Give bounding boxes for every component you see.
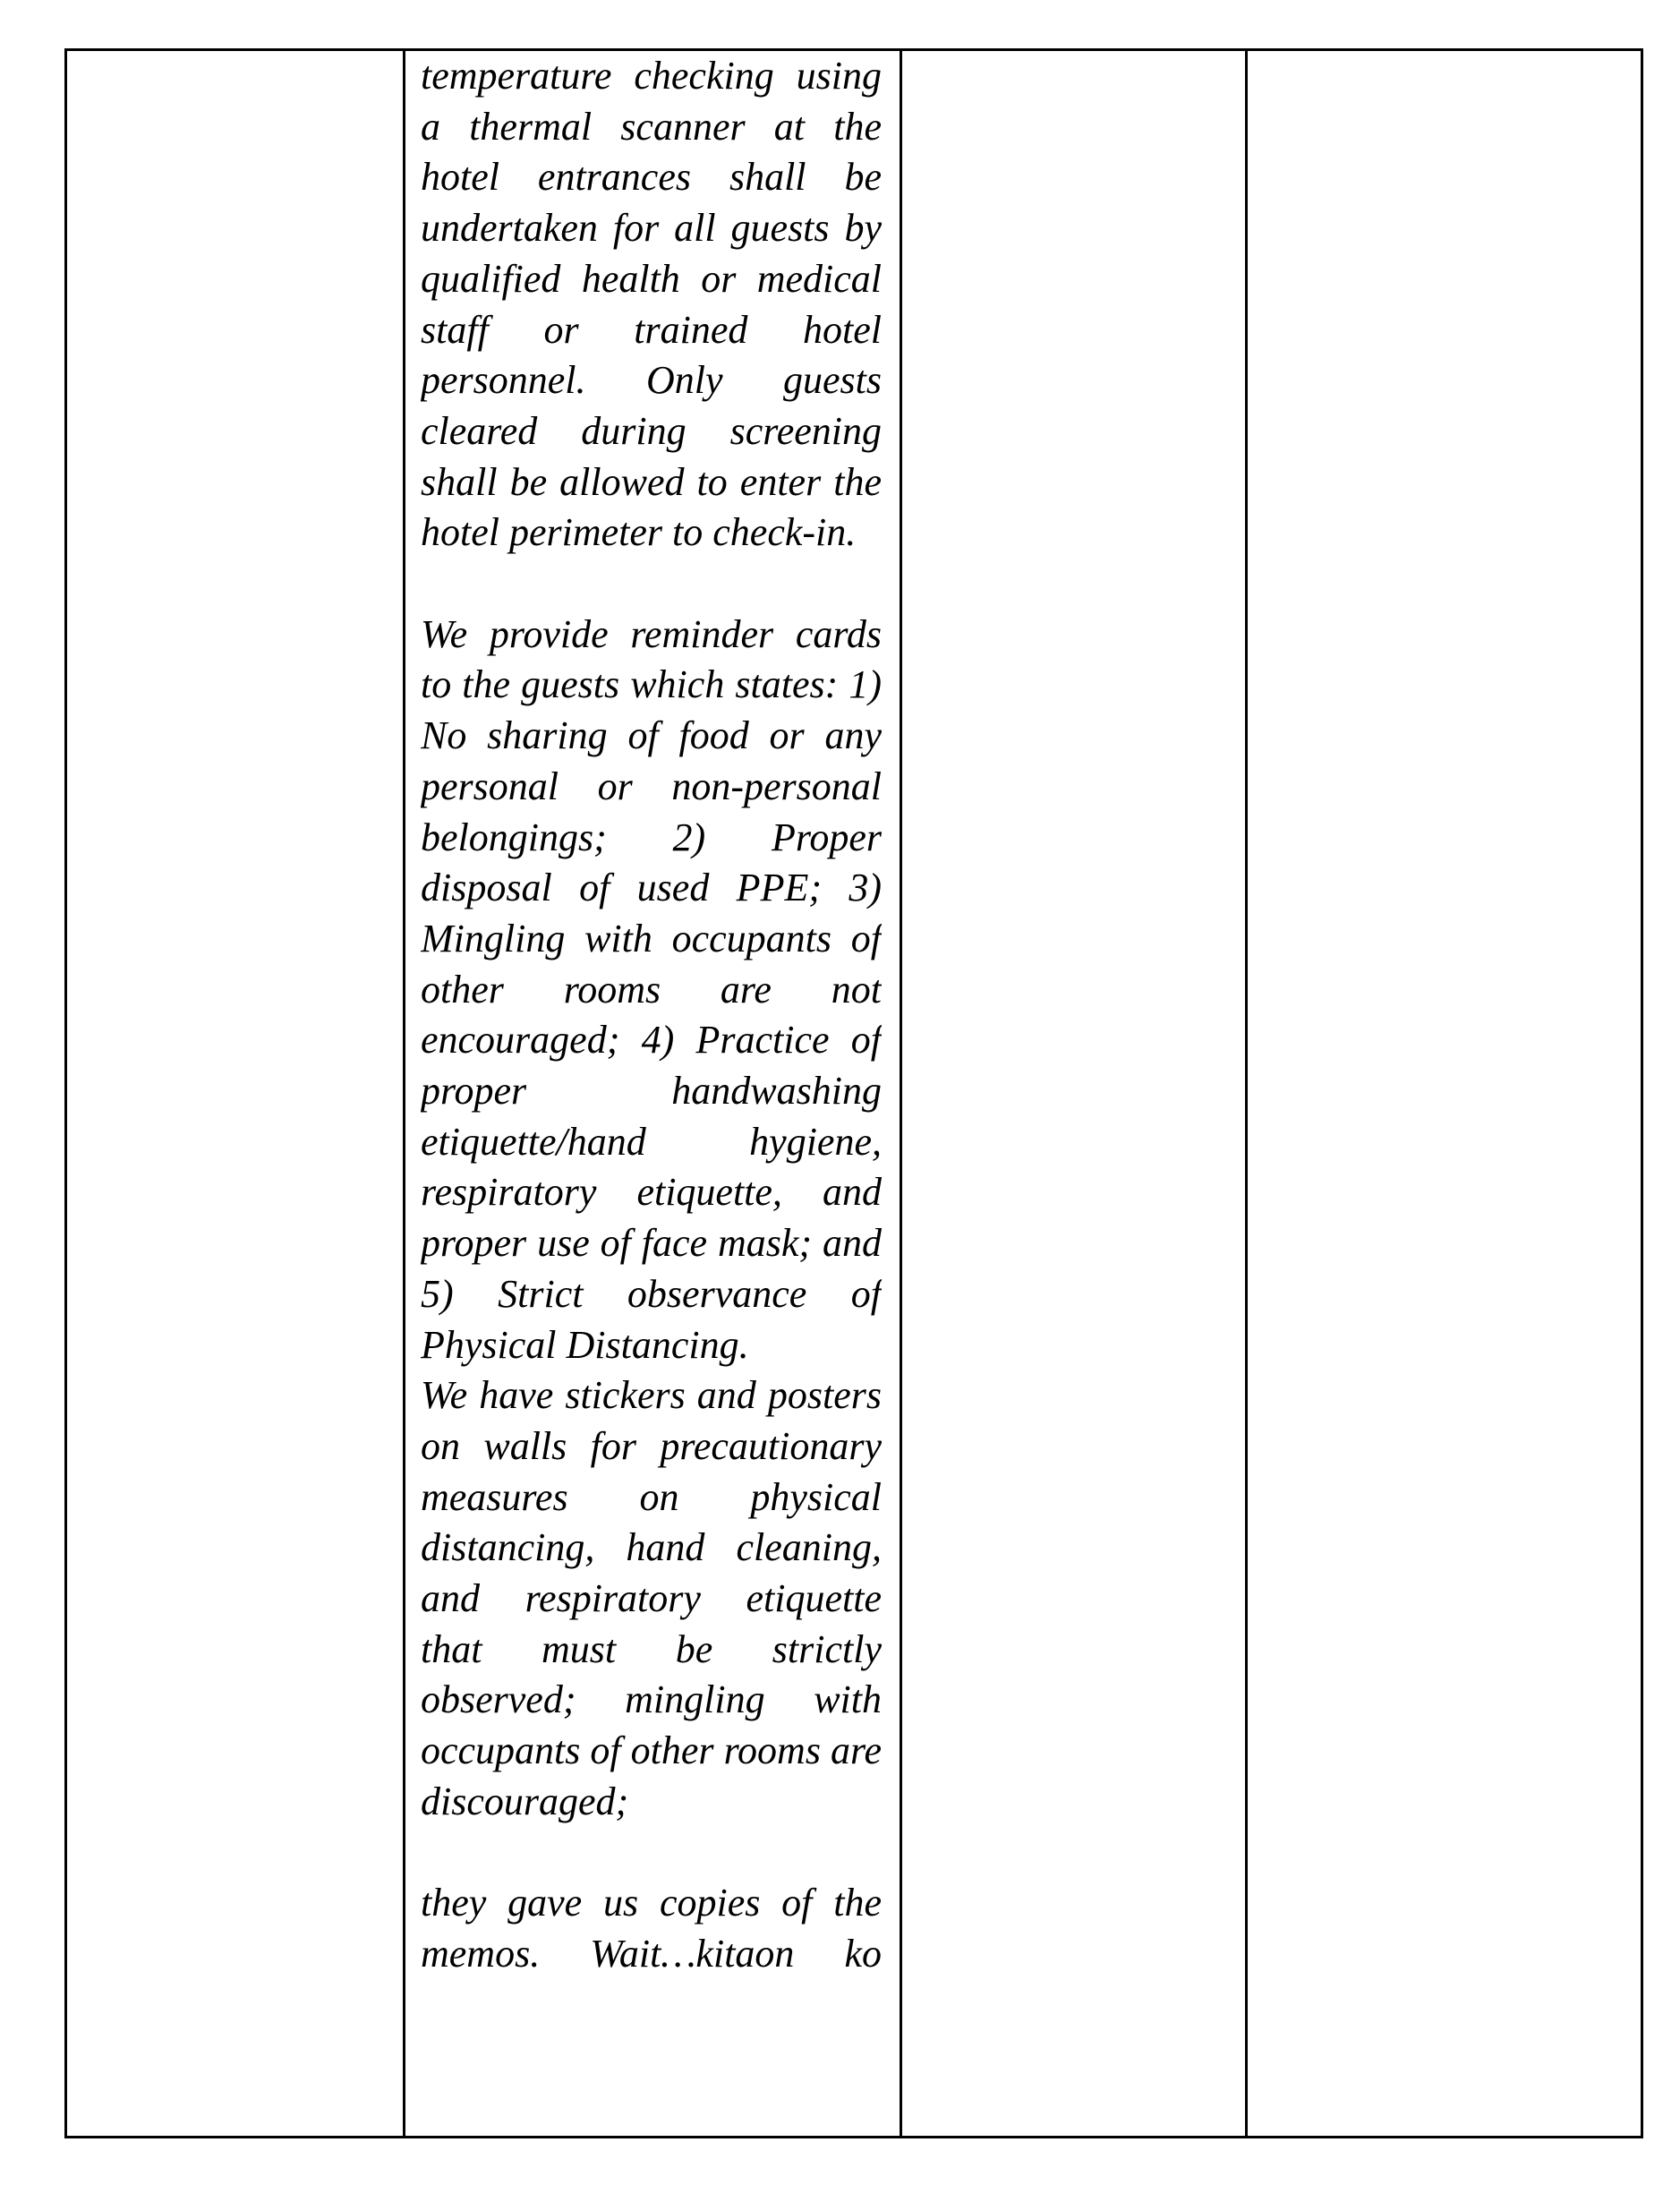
paragraph-reminder-cards: We provide reminder cards to the guests which states: 1) No sharing of food or any personal or non-personal belongings; 2) Proper disposal of used PPE; 3) Mingling with occupants of other rooms are not encouraged; 4) Practice of proper handwashing etiquette/hand hygiene, respiratory etiquette, and proper use of face mask; and 5) Strict observance of Physical Distancing. (421, 611, 882, 1367)
paragraph-stickers-posters: We have stickers and posters on walls for precautionary measures on physical distancing, hand cleaning, and respiratory etiquette that must be strictly observed; mingling with occupants of other rooms are discouraged; (421, 1373, 882, 1823)
paragraph-gap (421, 559, 882, 610)
paragraph-temperature-checking: temperature checking using a thermal scanner at the hotel entrances shall be undertaken for all guests by qualified health or medical staff or trained hotel personnel. Only guests cleared during screening shall be allowed to enter the hotel perimeter to check-in. (421, 54, 882, 555)
table-column-2 (421, 51, 882, 2136)
column-divider-1 (403, 51, 405, 2136)
table-column-4 (1248, 51, 1642, 2136)
paragraph-memos: they gave us copies of the memos. Wait…kitaon ko (421, 1881, 882, 1976)
document-table (64, 48, 1643, 2138)
paragraph-gap (421, 1828, 882, 1879)
table-column-1 (67, 51, 403, 2136)
table-column-3 (902, 51, 1180, 2136)
